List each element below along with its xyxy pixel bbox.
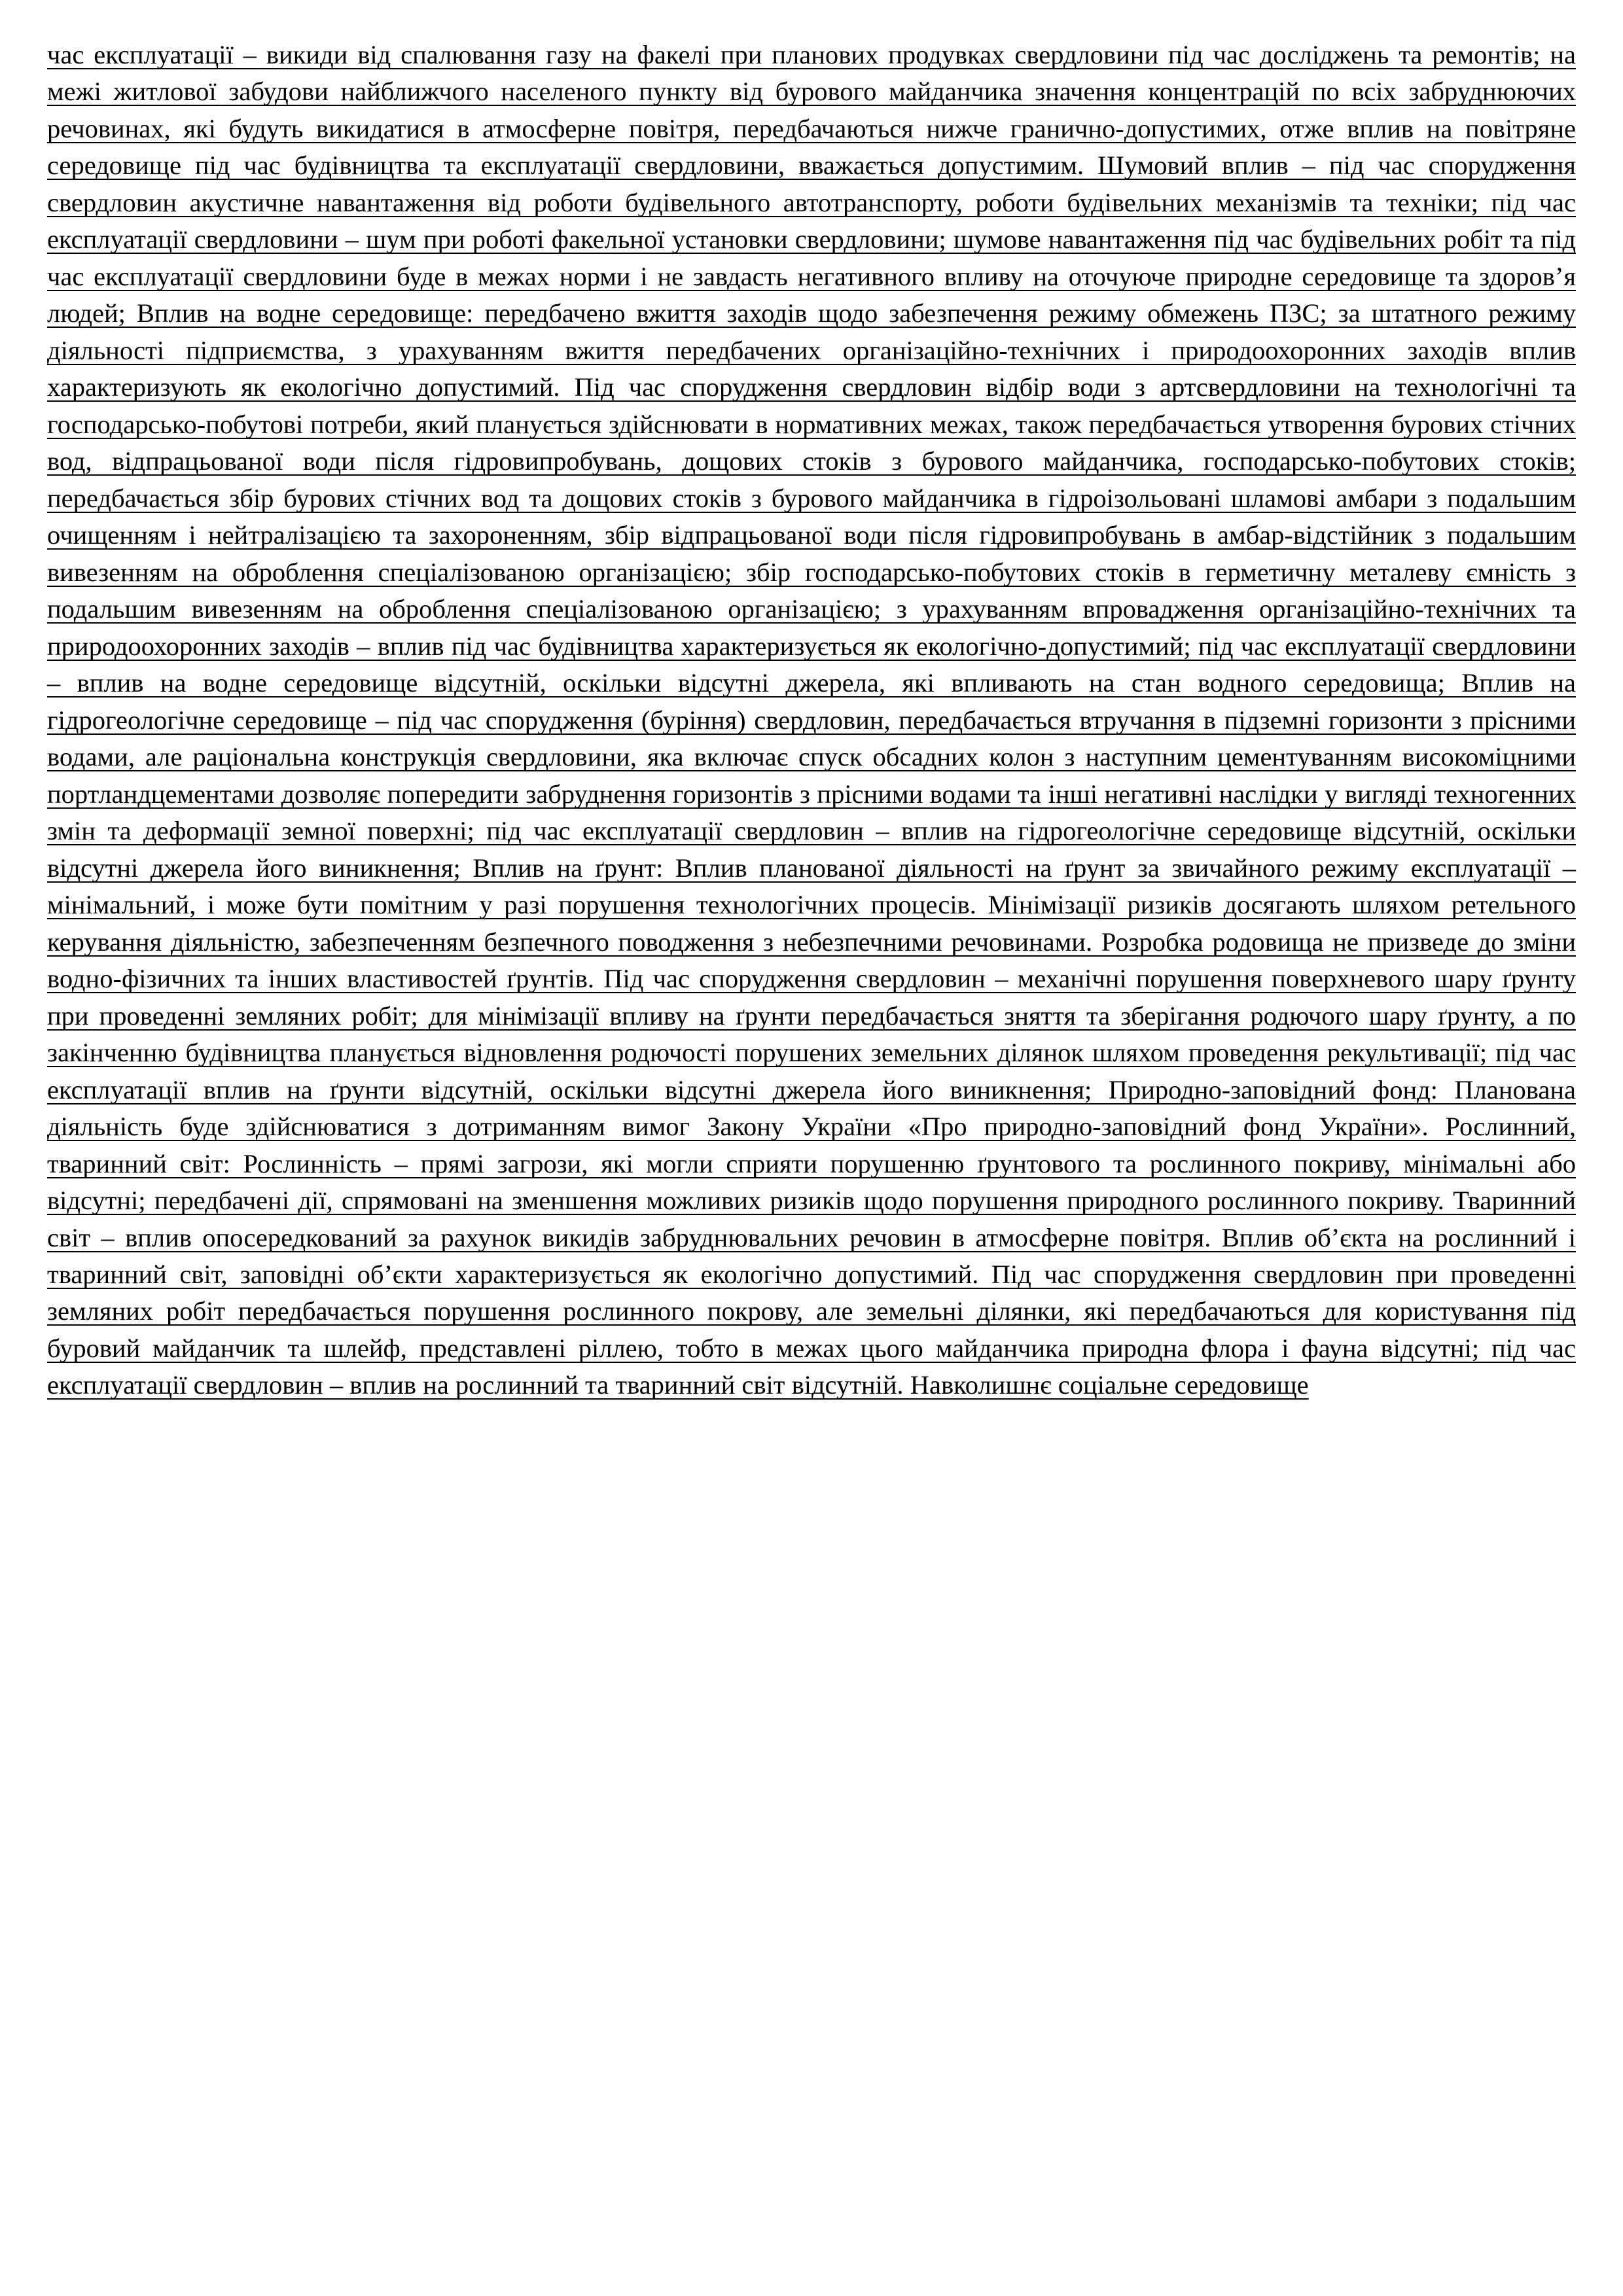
document-body	[47, 37, 1576, 1404]
body-paragraph: час експлуатації – викиди від спалювання газу на факелі при планових продувках свердловини під час досліджень та ремонтів; на межі житлової забудови найближчого населеного пункту від бурового майданчика значення концентрацій по всіх забруднюючих речовинах, які будуть викидатися в атмосферне повітря, передбачаються нижче гранично-допустимих, отже вплив на повітряне середовище під час будівництва та експлуатації свердловини, вважається допустимим. Шумовий вплив – під час спорудження свердловин акустичне навантаження від роботи будівельного автотранспорту, роботи будівельних механізмів та техніки; під час експлуатації свердловини – шум при роботі факельної установки свердловини; шумове навантаження під час будівельних робіт та під час експлуатації свердловини буде в межах норми і не завдасть негативного впливу на оточуюче природне середовище та здоров’я людей; Вплив на водне середовище: передбачено вжиття заходів щодо забезпечення режиму обмежень ПЗС; за штатного режиму діяльності підприємства, з урахуванням вжиття передбачених організаційно-технічних і природоохоронних заходів вплив характеризують як екологічно допустимий. Під час спорудження свердловин відбір води з артсвердловини на технологічні та господарсько-побутові потреби, який планується здійснювати в нормативних межах, також передбачається утворення бурових стічних вод, відпрацьованої води після гідровипробувань, дощових стоків з бурового майданчика, господарсько-побутових стоків; передбачається збір бурових стічних вод та дощових стоків з бурового майданчика в гідроізольовані шламові амбари з подальшим очищенням і нейтралізацією та захороненням, збір відпрацьованої води після гідровипробувань в амбар-відстійник з подальшим вивезенням на оброблення спеціалізованою організацією; збір господарсько-побутових стоків в герметичну металеву ємність з подальшим вивезенням на оброблення спеціалізованою організацією; з урахуванням впровадження організаційно-технічних та природоохоронних заходів – вплив під час будівництва характеризується як екологічно-допустимий; під час експлуатації свердловини – вплив на водне середовище відсутній, оскільки відсутні джерела, які впливають на стан водного середовища; Вплив на гідрогеологічне середовище – під час спорудження (буріння) свердловин, передбачається втручання в підземні горизонти з прісними водами, але раціональна конструкція свердловини, яка включає спуск обсадних колон з наступним цементуванням високоміцними портландцементами дозволяє попередити забруднення горизонтів з прісними водами та інші негативні наслідки у вигляді техногенних змін та деформації земної поверхні; під час експлуатації свердловин – вплив на гідрогеологічне середовище відсутній, оскільки відсутні джерела його виникнення; Вплив на ґрунт: Вплив планованої діяльності на ґрунт за звичайного режиму експлуатації – мінімальний, і може бути помітним у разі порушення технологічних процесів. Мінімізації ризиків досягають шляхом ретельного керування діяльністю, забезпеченням безпечного поводження з небезпечними речовинами. Розробка родовища не призведе до зміни водно-фізичних та інших властивостей ґрунтів. Під час спорудження свердловин – механічні порушення поверхневого шару ґрунту при проведенні земляних робіт; для мінімізації впливу на ґрунти передбачається зняття та зберігання родючого шару ґрунту, а по закінченню будівництва планується відновлення родючості порушених земельних ділянок шляхом проведення рекультивації; під час експлуатації вплив на ґрунти відсутній, оскільки відсутні джерела його виникнення; Природно-заповідний фонд: Планована діяльність буде здійснюватися з дотриманням вимог Закону України «Про природно-заповідний фонд України». Рослинний, тваринний світ: Рослинність – прямі загрози, які могли сприяти порушенню ґрунтового та рослинного покриву, мінімальні або відсутні; передбачені дії, спрямовані на зменшення можливих ризиків щодо порушення природного рослинного покриву. Тваринний світ – вплив опосередкований за рахунок викидів забруднювальних речовин в атмосферне повітря. Вплив об’єкта на рослинний і тваринний світ, заповідні об’єкти характеризується як екологічно допустимий. Під час спорудження свердловин при проведенні земляних робіт передбачається порушення рослинного покрову, але земельні ділянки, які передбачаються для користування під буровий майданчик та шлейф, представлені ріллею, тобто в межах цього майданчика природна флора і фауна відсутні; під час експлуатації свердловин – вплив на рослинний та тваринний світ відсутній. Навколишнє соціальне середовище	[47, 40, 1576, 1400]
